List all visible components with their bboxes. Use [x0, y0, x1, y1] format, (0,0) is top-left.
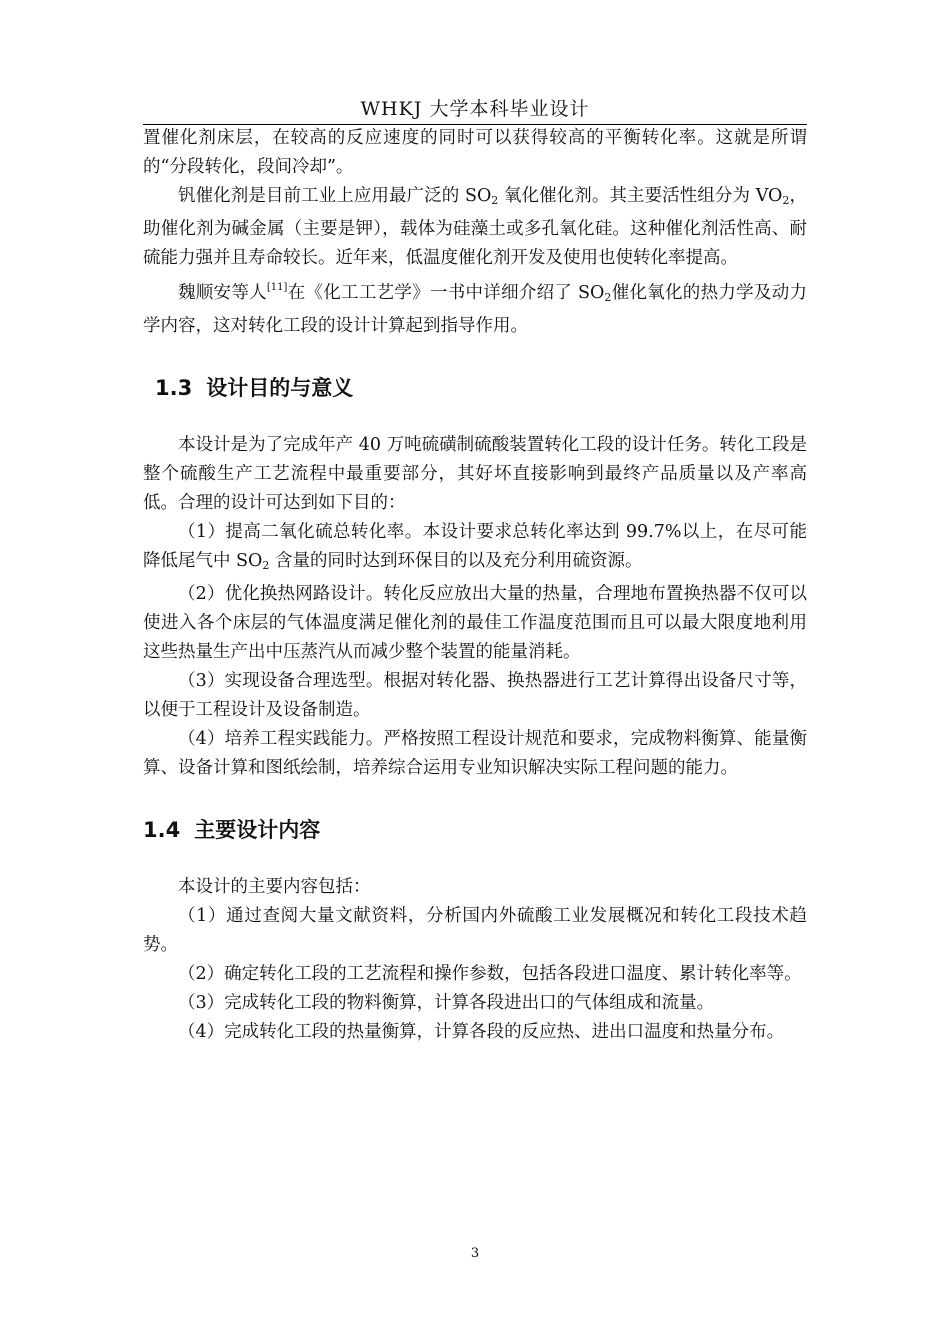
page-number: 3: [470, 1246, 480, 1261]
subscript: 2: [262, 559, 270, 572]
paragraph: [143, 273, 807, 341]
document-body: [143, 124, 807, 1047]
list-item: （3）实现设备合理选型。根据对转化器、换热器进行工艺计算得出设备尺寸等，以便于工程设计及设备制造。: [143, 671, 807, 720]
paragraph: 本设计是为了完成年产 40 万吨硫磺制硫酸装置转化工段的设计任务。转化工段是整个硫酸生产工艺流程中最重要部分，其好坏直接影响到最终产品质量以及产率高低。合理的设计可达到如下目的：: [143, 435, 807, 513]
paragraph: 本设计的主要内容包括：: [178, 877, 371, 897]
list-item: （1）通过查阅大量文献资料，分析国内外硫酸工业发展概况和转化工段技术趋势。: [143, 906, 807, 955]
text: 含量的同时达到环保目的以及充分利用硫资源。: [269, 551, 643, 571]
section-heading: [143, 373, 807, 403]
list-item: （2）优化换热网路设计。转化反应放出大量的热量，合理地布置换热器不仅可以使进入各个床层的气体温度满足催化剂的最佳工作温度范围而且可以最大限度地利用这些热量生产出中压蒸汽从而减少整个装置的能量消耗。: [143, 584, 807, 662]
text: 氧化催化剂。其主要活性组分为 VO: [498, 186, 783, 206]
text: ，助催化剂为碱金属（主要是钾），载体为硅藻土或多孔氧化硅。这种催化剂活性高、耐硫能力强并且寿命较长。近年来，低温度催化剂开发及使用也使转化率提高。: [143, 186, 808, 268]
subscript: 2: [782, 194, 790, 207]
subscript: 2: [604, 291, 612, 304]
section-title: 设计目的与意义: [206, 376, 354, 400]
text: 催化氧化的热力学及动力学内容，这对转化工段的设计计算起到指导作用。: [143, 283, 807, 336]
section-heading: [143, 815, 807, 845]
text: 在《化工工艺学》一书中详细介绍了 SO: [287, 283, 605, 303]
citation[interactable]: [11]: [266, 282, 288, 293]
list-item: （2）确定转化工段的工艺流程和操作参数，包括各段进口温度、累计转化率等。: [178, 964, 802, 984]
list-item: （4）完成转化工段的热量衡算，计算各段的反应热、进出口温度和热量分布。: [178, 1022, 785, 1042]
paragraph: 置催化剂床层，在较高的反应速度的同时可以获得较高的平衡转化率。这就是所谓的“分段转化，段间冷却”。: [143, 128, 807, 177]
text: 钒催化剂是目前工业上应用最广泛的 SO: [178, 186, 492, 206]
list-item: （3）完成转化工段的物料衡算，计算各段进出口的气体组成和流量。: [178, 993, 715, 1013]
section-title: 主要设计内容: [194, 818, 321, 842]
list-item: [143, 518, 807, 580]
paragraph: [143, 182, 807, 273]
section-number: 1.4: [143, 818, 181, 842]
text: 魏顺安等人: [178, 283, 267, 303]
page-header: WHKJ 大学本科毕业设计: [360, 98, 590, 120]
text: （1）提高二氧化硫总转化率。本设计要求总转化率达到 99.7%以上，在尽可能降低尾气中 SO: [143, 522, 807, 571]
section-number: 1.3: [155, 376, 193, 400]
list-item: （4）培养工程实践能力。严格按照工程设计规范和要求，完成物料衡算、能量衡算、设备计算和图纸绘制，培养综合运用专业知识解决实际工程问题的能力。: [143, 729, 807, 778]
subscript: 2: [491, 194, 499, 207]
